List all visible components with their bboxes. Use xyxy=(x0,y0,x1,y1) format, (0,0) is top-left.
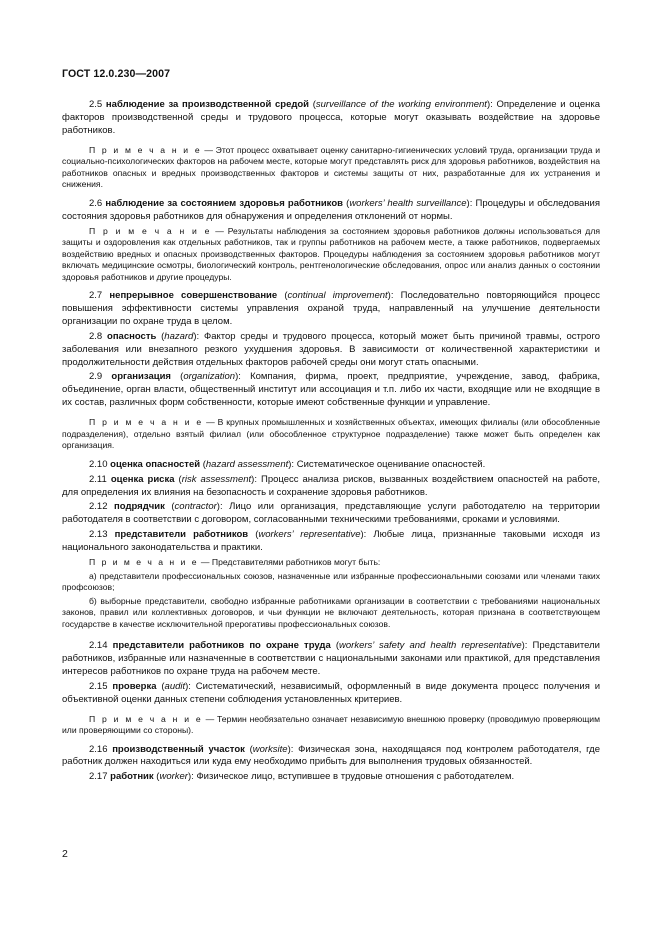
term-title: организация xyxy=(111,371,171,383)
term-2-14: 2.14 представители работников по охране труда (workers’ safety and health representative): Представители работников, избранные или назначенные в соответствии с национальными законами или практикой, для представления интересов работников по охране труда на рабочем месте. xyxy=(62,640,600,677)
note-2-9: П р и м е ч а н и е — В крупных промышленных и хозяйственных объектах, имеющих филиалы (или обособленные подразделения), отдельно взятый филиал (или обособленное структурное подразделение) также может быть определен как организация. xyxy=(62,417,601,451)
term-title: представители работников по охране труда xyxy=(112,640,331,652)
term-2-6: 2.6 наблюдение за состоянием здоровья работников (workers’ health surveillance): Процедуры и обследования состояния здоровья работников для обнаружения и определения отклонений от нормы. xyxy=(62,197,601,222)
term-title: наблюдение за состоянием здоровья работников xyxy=(105,197,343,209)
term-2-5: 2.5 наблюдение за производственной средой (surveillance of the working environment): Определение и оценка факторов производственной среды и трудового процесса, которые могут оказывать воздействие на здоровье работников. xyxy=(62,99,600,136)
term-definition: Физическое лицо, вступившее в трудовые отношения с работодателем. xyxy=(196,771,515,783)
note-2-6: П р и м е ч а н и е — Результаты наблюдения за состоянием здоровья работников должны использоваться для защиты и оздоровления как отдельных работников, так и группы работников на рабочем месте, а также работников, подвергаемых воздействию вредных и опасных производственных факторов. Процедуры наблюдения за состоянием здоровья работников могут включать медицинские осмотры, биологический контроль, рентгенологические обследования, опрос или анализ данных о состоянии здоровья работников и другие процедуры. xyxy=(62,225,600,282)
term-title: наблюдение за производственной средой xyxy=(105,99,310,110)
term-title: подрядчик xyxy=(114,501,165,513)
term-title: опасность xyxy=(107,330,157,342)
note-2-13: П р и м е ч а н и е — Представителями работников могут быть: xyxy=(89,557,381,568)
term-definition: Физическая зона, находящаяся под контролем работодателя, где работник должен находиться или куда ему необходимо прибыть для выполнения трудовых обязанностей. xyxy=(62,743,600,768)
term-title: производственный участок xyxy=(112,743,245,755)
term-english: continual improvement xyxy=(287,290,388,302)
standard-header: ГОСТ 12.0.230—2007 xyxy=(62,68,171,80)
term-definition: Последовательно повторяющийся процесс повышения эффективности системы управления охраной труда, направленный на улучшение деятельности организации по охране труда в целом. xyxy=(62,290,600,327)
term-english: hazard assessment xyxy=(205,458,289,470)
term-2-13: 2.13 представители работников (workers’ representative): Любые лица, признанные таковыми исходя из национального законодательства и практики. xyxy=(62,529,601,554)
term-definition: Процесс анализа рисков, вызванных воздействием опасностей на работе, для определения их влияния на безопасность и сохранение здоровья работников. xyxy=(62,473,601,498)
term-2-7: 2.7 непрерывное совершенствование (continual improvement): Последовательно повторяющийся процесс повышения эффективности системы управления охраной труда, направленный на улучшение деятельности организации по охране труда в целом. xyxy=(62,290,600,327)
note-2-15: П р и м е ч а н и е — Термин необязательно означает независимую внешнюю проверку (проводимую проверяющим или проверяющими со стороны). xyxy=(62,713,600,736)
term-title: непрерывное совершенствование xyxy=(109,290,278,302)
term-2-12: 2.12 подрядчик (contractor): Лицо или организация, представляющие услуги работодателю на территории работодателя в соответствии с договором, согласованными техническими требованиями, сроками и условиями. xyxy=(62,501,600,526)
term-definition: Представители работников, избранные или назначенные в соответствии с национальными законами или практикой, для представления интересов работников по охране труда на рабочем месте. xyxy=(62,640,600,677)
term-title: оценка риска xyxy=(110,473,175,485)
term-2-11: 2.11 оценка риска (risk assessment): Процесс анализа рисков, вызванных воздействием опасностей на работе, для определения их влияния на безопасность и сохранение здоровья работников. xyxy=(62,473,601,498)
term-2-8: 2.8 опасность (hazard): Фактор среды и трудового процесса, который может быть причиной травмы, острого заболевания или внезапного резкого ухудшения здоровья. В зависимости от количественной характеристики и продолжительности действия отдельных факторов рабочей среды они могут стать опасными. xyxy=(62,330,600,368)
term-english: risk assessment xyxy=(181,473,252,485)
term-english: hazard xyxy=(164,330,194,342)
term-english: audit xyxy=(164,680,186,692)
document-body xyxy=(62,99,600,786)
term-2-9: 2.9 организация (organization): Компания, фирма, проект, предприятие, учреждение, завод, фабрика, объединение, орган власти, общественный институт или ассоциация и т.п. либо их части, входящие или не входящие в их состав, различных форм собственности, которые имеют собственные функции и управление. xyxy=(62,371,600,409)
note-2-13-b: б) выборные представители, свободно избранные работниками организации в соответствии с требованиями национальных законов, правил или коллективных договоров, и чьи функции не включают деятельность, которая признана в соответствующем государстве в качестве исключительной прерогативы профессиональных союзов. xyxy=(62,595,600,629)
term-english: workers’ representative xyxy=(258,529,361,541)
term-definition: Процедуры и обследования состояния здоровья работников для обнаружения и определения отклонений от нормы. xyxy=(62,197,601,222)
term-definition: Любые лица, признанные таковыми исходя из национального законодательства и практики. xyxy=(62,529,601,554)
term-title: работник xyxy=(110,771,154,783)
term-definition: Систематическое оценивание опасностей. xyxy=(296,458,486,470)
term-english: worksite xyxy=(252,743,288,755)
term-definition: Фактор среды и трудового процесса, который может быть причиной травмы, острого заболевания или внезапного резкого ухудшения здоровья. В зависимости от количественной характеристики и продолжительности действия отдельных факторов рабочей среды они могут стать опасными. xyxy=(62,330,600,368)
term-title: проверка xyxy=(112,680,157,692)
term-definition: Систематический, независимый, оформленный в виде документа процесс получения и объективной оценки данных степени соблюдения установленных критериев. xyxy=(62,680,600,705)
term-2-15: 2.15 проверка (audit): Систематический, независимый, оформленный в виде документа процесс получения и объективной оценки данных степени соблюдения установленных критериев. xyxy=(62,680,600,705)
term-english: surveillance of the working environment xyxy=(315,99,487,110)
term-definition: Компания, фирма, проект, предприятие, учреждение, завод, фабрика, объединение, орган власти, общественный институт или ассоциация и т.п. либо их части, входящие или не входящие в их состав, различных форм собственности, которые имеют собственные функции и управление. xyxy=(62,371,600,409)
note-2-5: П р и м е ч а н и е — Этот процесс охватывает оценку санитарно-гигиенических условий труда, организации труда и социально-психологических факторов на рабочем месте, которые могут представлять риск для здоровья работников, воздействия на работников опасных и вредных производственных факторов и системы защиты от них, разработанные для их устранения и снижения. xyxy=(62,144,600,190)
term-title: представители работников xyxy=(114,529,249,541)
term-title: оценка опасностей xyxy=(110,458,201,470)
term-english: contractor xyxy=(174,501,217,513)
term-english: organization xyxy=(183,371,236,383)
term-2-10: 2.10 оценка опасностей (hazard assessment): Систематическое оценивание опасностей. xyxy=(89,458,486,470)
page-number: 2 xyxy=(62,848,68,860)
term-english: workers’ health surveillance xyxy=(349,197,467,209)
term-english: worker xyxy=(159,771,188,783)
term-english: workers’ safety and health representative xyxy=(339,640,522,652)
note-2-13-a: а) представители профессиональных союзов, назначенные или избранные профессиональными союзами или членами таких профсоюзов; xyxy=(62,570,600,593)
term-2-16: 2.16 производственный участок (worksite): Физическая зона, находящаяся под контролем работодателя, где работник должен находиться или куда ему необходимо прибыть для выполнения трудовых обязанностей. xyxy=(62,743,600,768)
term-definition: Лицо или организация, представляющие услуги работодателю на территории работодателя в соответствии с договором, согласованными техническими требованиями, сроками и условиями. xyxy=(62,501,600,526)
term-2-17: 2.17 работник (worker): Физическое лицо, вступившее в трудовые отношения с работодателем. xyxy=(89,771,515,783)
term-definition: Определение и оценка факторов производственной среды и трудового процесса, которые могут оказывать воздействие на здоровье работников. xyxy=(62,99,600,136)
